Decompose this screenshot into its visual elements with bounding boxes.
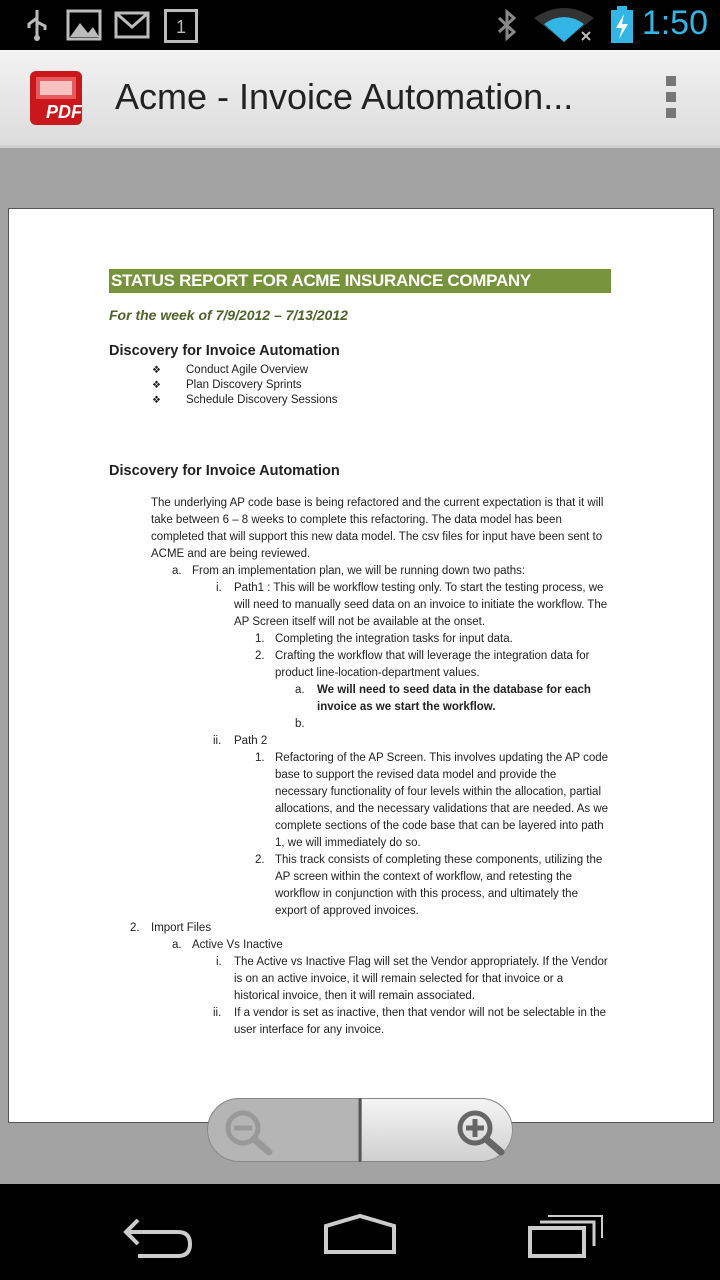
list-marker: ii.	[213, 735, 222, 747]
list-item	[295, 682, 597, 716]
section1-bullets	[152, 363, 611, 408]
pdf-viewer[interactable]	[0, 148, 720, 1184]
logo-text: PDF	[46, 102, 82, 122]
list-marker: i.	[216, 956, 222, 968]
zoom-in-button[interactable]	[361, 1098, 513, 1162]
home-icon[interactable]	[310, 1204, 410, 1264]
list-text: Import Files	[151, 922, 212, 934]
picture-icon	[66, 9, 102, 41]
calendar-icon: 1	[164, 9, 198, 43]
list-text: Path1 : This will be workflow testing only. To start the testing process, we will need to manually seed data on an invoice to initiate the workflow. The AP Screen itself will not be available at the onset.	[234, 582, 608, 628]
list-marker: ii.	[213, 1007, 222, 1019]
status-bar	[0, 0, 720, 50]
report-subtitle: For the week of 7/9/2012 – 7/13/2012	[109, 307, 348, 323]
list-text: Completing the integration tasks for input data.	[275, 633, 513, 645]
recent-apps-icon[interactable]	[518, 1204, 618, 1264]
list-text: Path 2	[234, 735, 268, 747]
pdf-page[interactable]	[8, 208, 714, 1123]
pdf-app-logo[interactable]	[26, 69, 86, 129]
navigation-bar	[0, 1184, 720, 1280]
document-content	[109, 269, 611, 1039]
zoom-out-icon	[221, 1106, 281, 1156]
list-text: If a vendor is set as inactive, then that vendor will not be selectable in the user interface for any invoice.	[234, 1007, 607, 1036]
list-item: ❖ Conduct Agile Overview	[152, 363, 611, 378]
list-marker: 2.	[255, 854, 265, 866]
list-marker: i.	[216, 582, 222, 594]
list-item	[213, 1005, 611, 1039]
overflow-dot	[666, 76, 676, 86]
list-marker: b.	[295, 718, 305, 730]
action-bar	[0, 50, 720, 148]
report-title: STATUS REPORT FOR ACME INSURANCE COMPANY	[109, 269, 611, 293]
list-item	[130, 920, 611, 937]
list-text: We will need to seed data in the database for each invoice as we start the workflow.	[317, 684, 591, 713]
list-text: The Active vs Inactive Flag will set the Vendor appropriately. If the Vendor is on an active invoice, it will remain selected for that invoice or a historical invoice, then it will remain associated.	[234, 956, 608, 1002]
zoom-in-icon	[453, 1106, 513, 1156]
overflow-dot	[666, 92, 676, 102]
list-marker: a.	[172, 939, 182, 951]
list-marker: 2.	[255, 650, 265, 662]
gmail-icon	[114, 11, 150, 39]
list-item	[216, 580, 611, 631]
list-text: Crafting the workflow that will leverage the integration data for product line-location-department values.	[275, 650, 590, 679]
list-marker: 1.	[255, 752, 265, 764]
section1-heading: Discovery for Invoice Automation	[109, 343, 340, 359]
list-item: ❖ Schedule Discovery Sessions	[152, 393, 611, 408]
list-item	[255, 648, 611, 682]
list-text: This track consists of completing these components, utilizing the AP screen within the context of workflow, and retesting the workflow in conjunction with this process, and ultimately the export of approved invoices.	[275, 854, 603, 917]
list-item	[172, 563, 611, 580]
zoom-controls	[207, 1098, 513, 1162]
bluetooth-icon	[496, 8, 518, 42]
list-item	[216, 954, 611, 1005]
overflow-menu-button[interactable]	[664, 76, 678, 120]
list-item	[255, 631, 611, 648]
list-text: Active Vs Inactive	[192, 939, 283, 951]
list-item	[295, 716, 611, 733]
back-icon[interactable]	[118, 1204, 218, 1264]
list-text: From an implementation plan, we will be running down two paths:	[192, 565, 526, 577]
zoom-out-button[interactable]	[207, 1098, 359, 1162]
section2-heading: Discovery for Invoice Automation	[109, 463, 340, 479]
list-item	[172, 937, 611, 954]
section2-intro: The underlying AP code base is being refactored and the current expectation is that it will take between 6 – 8 weeks to complete this refactoring. The data model has been completed that will support this new data model. The csv files for input have been sent to ACME and are being reviewed.	[151, 497, 604, 560]
status-clock: 1:50	[641, 4, 708, 42]
list-marker: a.	[295, 684, 305, 696]
list-text: Refactoring of the AP Screen. This involves updating the AP code base to support the revised data model and provide the necessary functionality of four levels within the allocation, partial allocations, and the necessary validations that are needed. As we complete sections of the code base that can be layered into path 1, we will immediately do so.	[275, 752, 609, 849]
usb-icon	[24, 8, 50, 42]
overflow-dot	[666, 108, 676, 118]
list-marker: 2.	[130, 922, 140, 934]
list-item	[255, 852, 611, 920]
document-title: Acme - Invoice Automation...	[115, 76, 574, 117]
list-item: ❖ Plan Discovery Sprints	[152, 378, 611, 393]
list-item	[255, 750, 611, 852]
wifi-icon	[532, 8, 596, 42]
battery-icon	[610, 6, 634, 44]
list-item	[213, 733, 611, 750]
list-marker: a.	[172, 565, 182, 577]
list-marker: 1.	[255, 633, 265, 645]
